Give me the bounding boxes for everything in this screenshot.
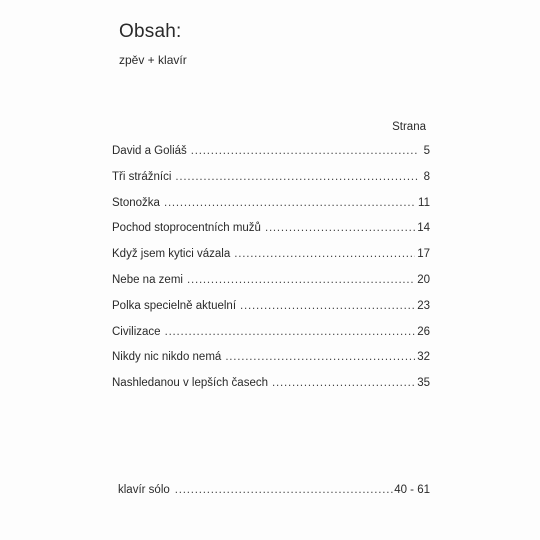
toc-entry-page: 32 (417, 351, 430, 364)
toc-entry-8 (112, 351, 430, 377)
toc-entry-title: Pochod stoprocentních mužů (112, 222, 261, 235)
toc-entry-4 (112, 248, 430, 274)
toc-dot-leader (272, 377, 415, 389)
toc-dot-leader (234, 248, 415, 260)
toc-entry-page: 35 (417, 377, 430, 390)
toc-entry-page: 11 (418, 196, 430, 209)
toc-entry-title: Polka specielně aktuelní (112, 299, 237, 312)
page-column-label: Strana (392, 121, 426, 133)
toc-footer-title: klavír sólo (118, 484, 170, 496)
toc-entry-page: 14 (417, 222, 430, 235)
toc-dot-leader (265, 222, 415, 234)
toc-entry-7 (112, 326, 430, 352)
toc-dot-leader (175, 484, 394, 496)
page-subtitle: zpěv + klavír (119, 53, 187, 67)
page-title: Obsah: (119, 21, 182, 42)
toc-entry-title: Nikdy nic nikdo nemá (112, 351, 222, 364)
toc-entry-page: 23 (417, 299, 430, 312)
toc-footer-entry (118, 484, 430, 496)
toc-dot-leader (191, 145, 418, 157)
table-of-contents (112, 145, 430, 403)
toc-entry-title: Stonožka (112, 196, 160, 209)
toc-entry-page: 8 (423, 170, 430, 183)
toc-dot-leader (240, 300, 415, 312)
toc-entry-page: 17 (417, 248, 430, 261)
toc-entry-0 (112, 145, 430, 171)
toc-entry-page: 5 (423, 145, 430, 157)
toc-entry-title: Tři strážníci (112, 170, 172, 183)
toc-entry-2 (112, 197, 430, 223)
toc-entry-page: 26 (417, 325, 430, 338)
toc-dot-leader (225, 351, 415, 363)
toc-entry-9 (112, 377, 430, 403)
toc-entry-page: 20 (417, 273, 430, 286)
toc-entry-title: Nebe na zemi (112, 273, 183, 286)
toc-entry-3 (112, 222, 430, 248)
toc-entry-1 (112, 171, 430, 197)
toc-dot-leader (164, 197, 416, 209)
toc-entry-title: Nashledanou v lepších časech (112, 377, 268, 390)
toc-dot-leader (165, 326, 416, 338)
toc-dot-leader (187, 274, 415, 286)
toc-entry-6 (112, 300, 430, 326)
toc-footer-page: 40 - 61 (394, 484, 430, 496)
toc-entry-5 (112, 274, 430, 300)
toc-entry-title: Civilizace (112, 325, 161, 338)
toc-entry-title: David a Goliáš (112, 145, 187, 157)
toc-entry-title: Když jsem kytici vázala (112, 248, 231, 261)
toc-dot-leader (175, 171, 418, 183)
